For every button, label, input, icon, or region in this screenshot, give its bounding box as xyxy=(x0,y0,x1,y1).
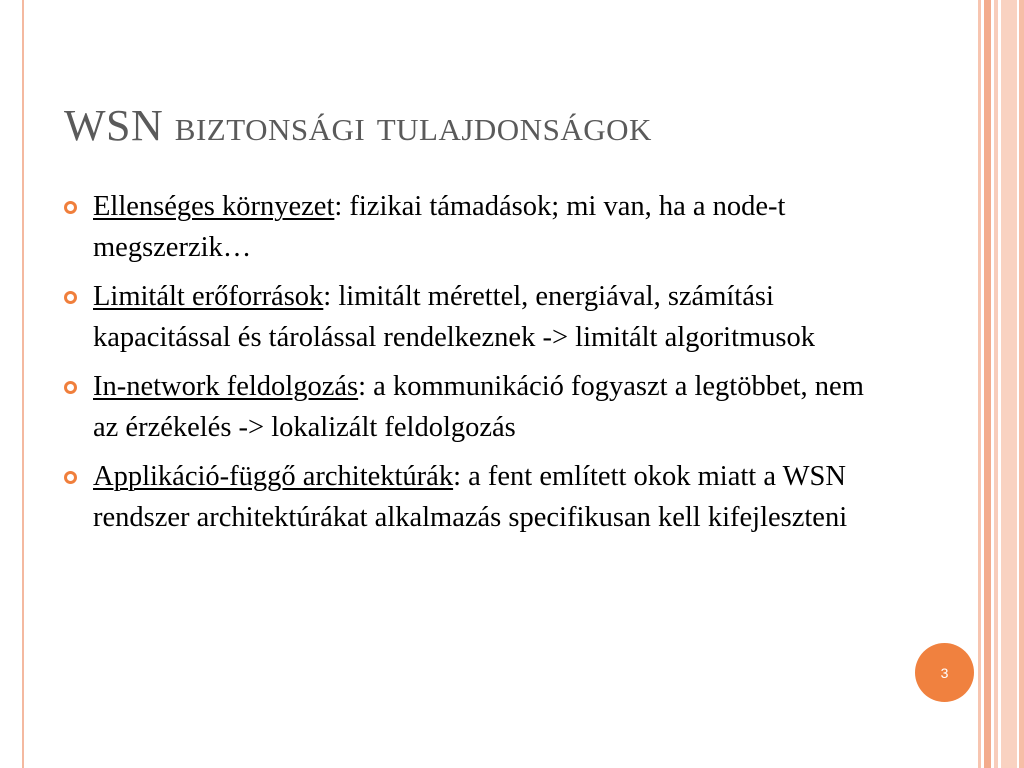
bullet-term: In-network feldolgozás xyxy=(93,371,359,402)
bullet-term: Applikáció-függő architektúrák xyxy=(93,461,454,492)
circle-bullet-icon xyxy=(64,381,77,394)
bullet-item xyxy=(64,456,894,538)
right-decor-stripe xyxy=(978,0,981,768)
bullet-item xyxy=(64,276,894,358)
bullet-text: : fizikai támadások; mi van, ha a node-t megszerzik… xyxy=(93,191,786,263)
right-decor-stripe xyxy=(1001,0,1017,768)
bullet-text: : a fent említett okok miatt a WSN rendszer architektúrákat alkalmazás specifikusan kell kifejleszteni xyxy=(93,461,848,533)
circle-bullet-icon xyxy=(64,471,77,484)
bullet-list xyxy=(64,186,894,546)
bullet-item xyxy=(64,366,894,448)
circle-bullet-icon xyxy=(64,201,77,214)
bullet-term: Limitált erőforrások xyxy=(93,281,324,312)
bullet-text: : a kommunikáció fogyaszt a legtöbbet, nem az érzékelés -> lokalizált feldolgozás xyxy=(93,371,864,443)
right-decor-stripe xyxy=(994,0,998,768)
right-decor-stripe xyxy=(1019,0,1024,768)
slide-title: WSN biztonsági tulajdonságok xyxy=(64,101,652,150)
right-decor-stripe xyxy=(984,0,991,768)
bullet-term: Ellenséges környezet xyxy=(93,191,335,222)
circle-bullet-icon xyxy=(64,291,77,304)
page-number-badge: 3 xyxy=(915,643,974,702)
bullet-item xyxy=(64,186,894,268)
left-border-line xyxy=(22,0,24,768)
bullet-text: : limitált mérettel, energiával, számítási kapacitással és tárolással rendelkeznek -> limitált algoritmusok xyxy=(93,281,816,353)
